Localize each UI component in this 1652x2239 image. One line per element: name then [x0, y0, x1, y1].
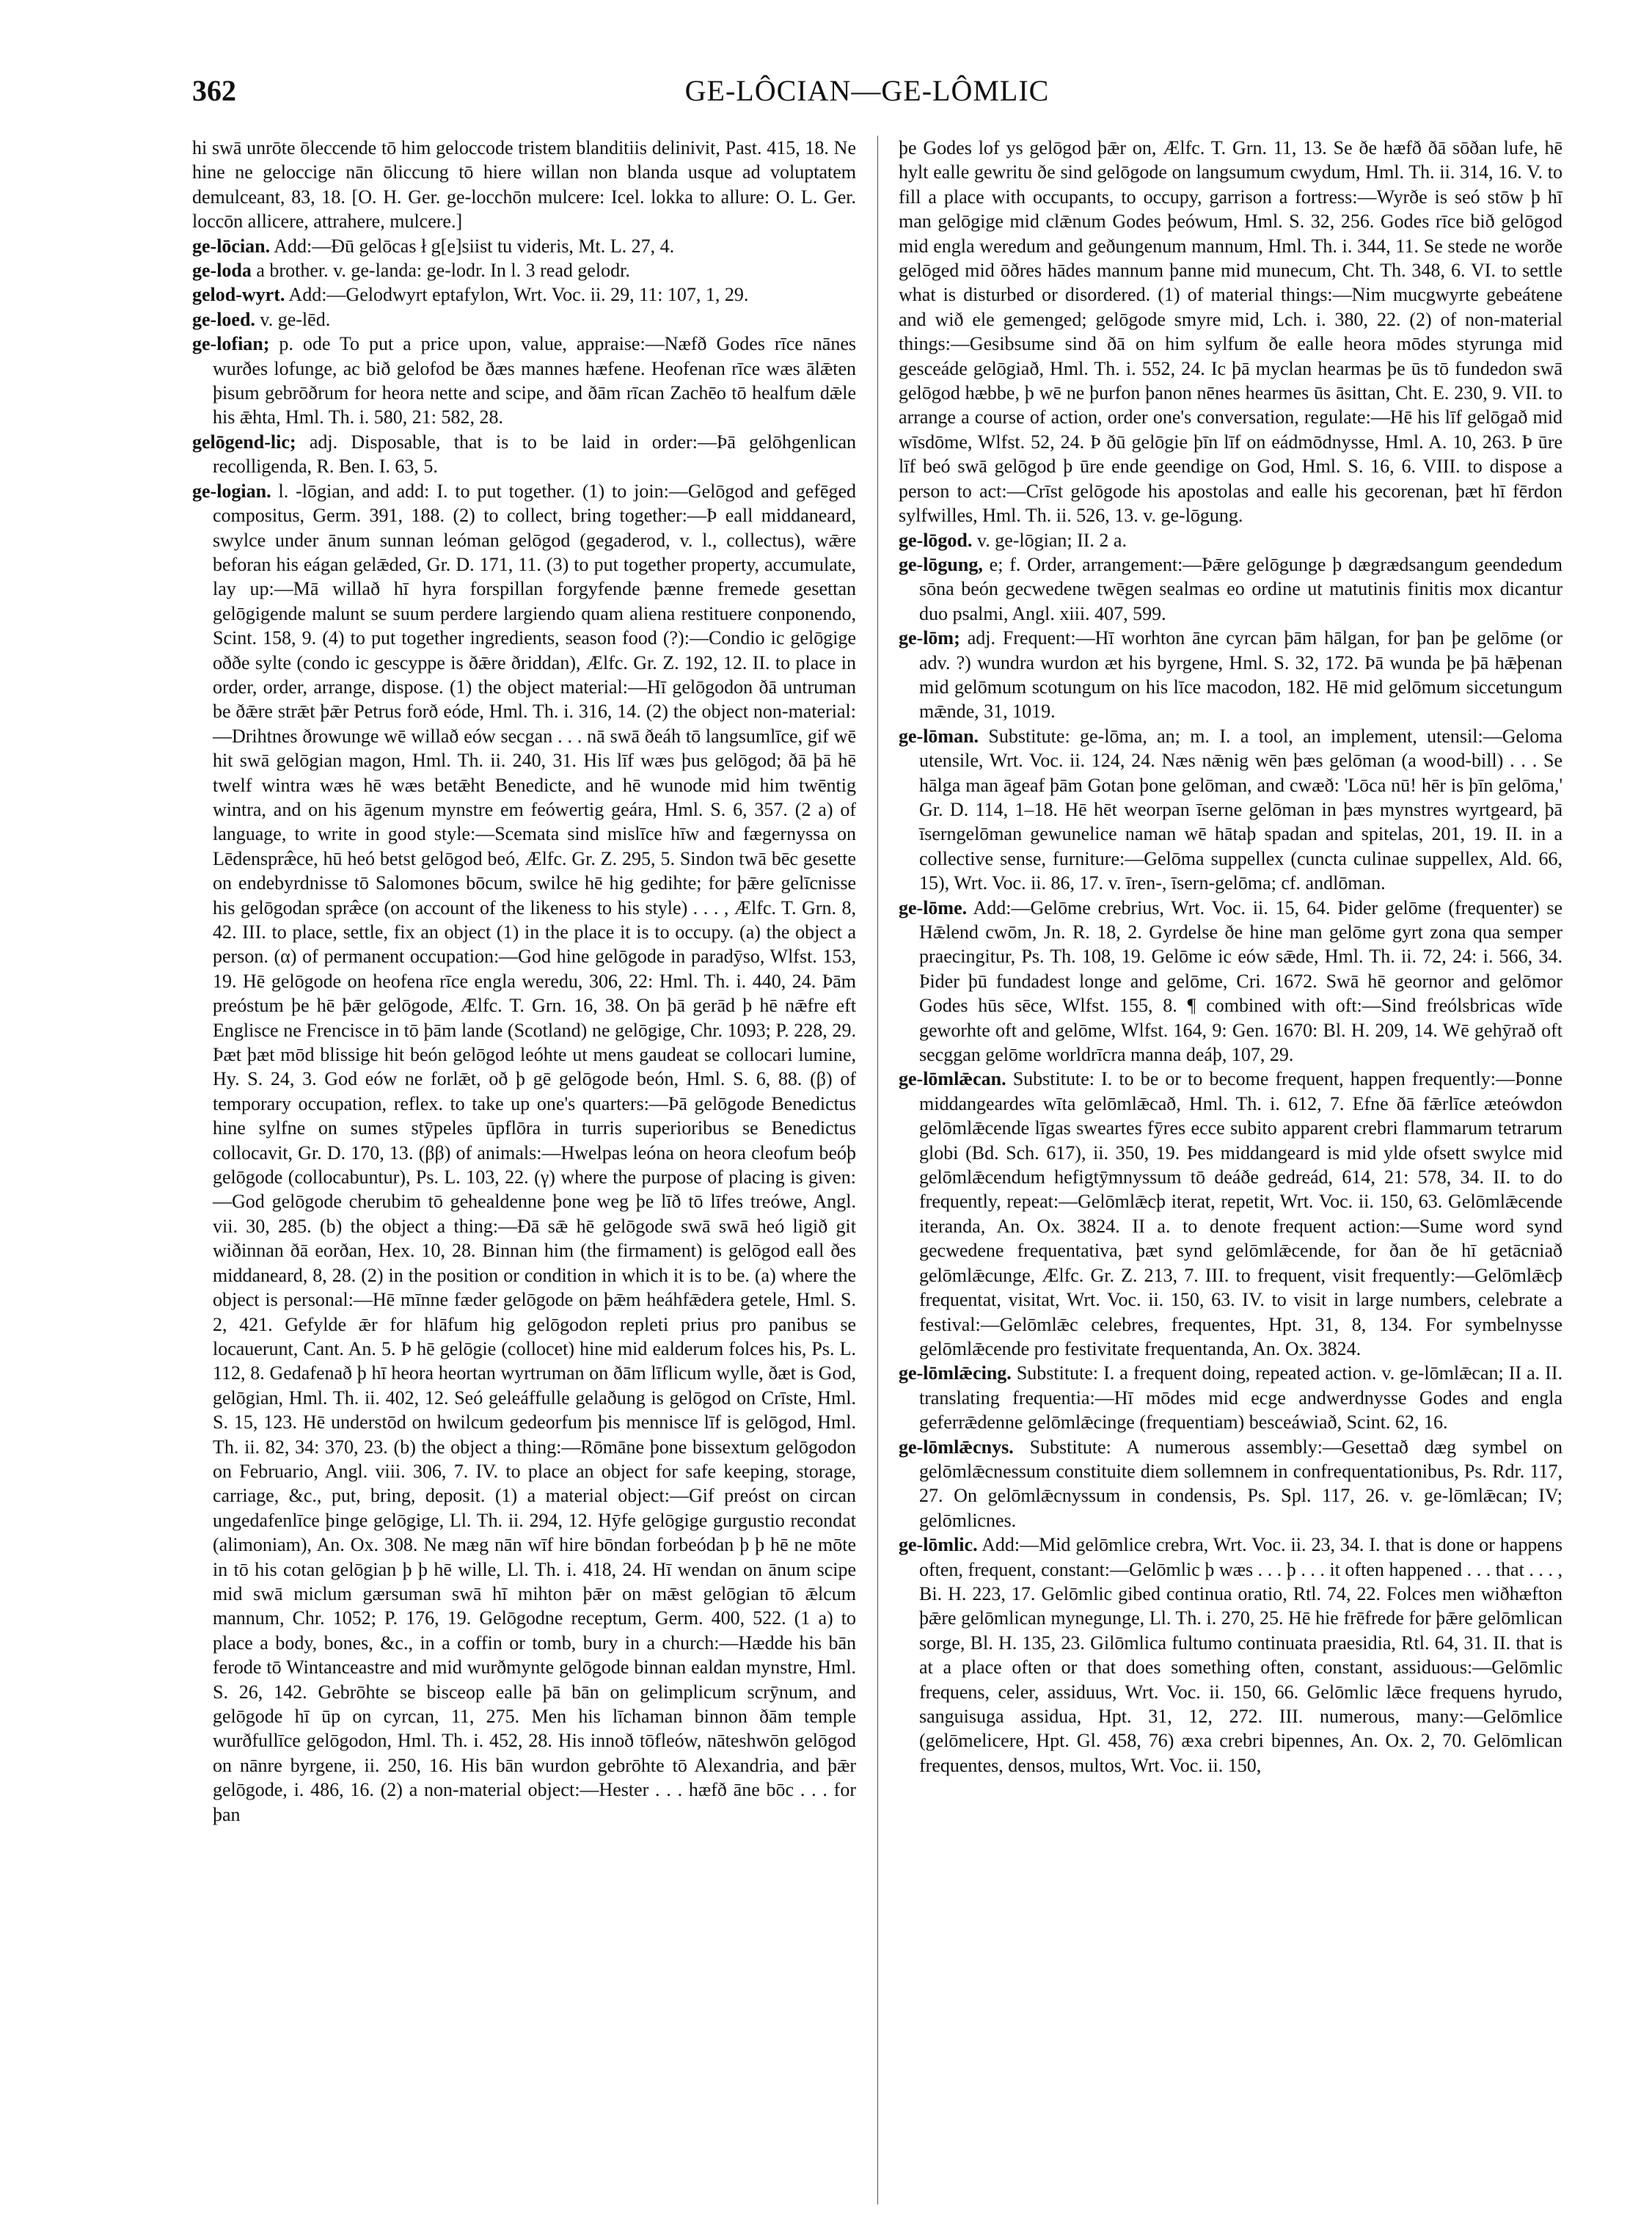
- dictionary-entry: [899, 1533, 1563, 1778]
- page-number: 362: [192, 74, 236, 107]
- entry-text: Substitute: I. to be or to become frequent, happen frequently:—Þonne middangeardes wīta gelōmlǣcað, Hml. Th. i. 612, 7. Efne ðā fǣrlīce æteówdon gelōmlǣcende līgas sweartes fȳres ecce subito apparent crebri flammarum tetrarum globi (Bd. Sch. 617), ii. 350, 19. Þes middangeard is mid ylde ofsett swylce mid gelōmlǣcendum hefigtȳmnyssum tō deáðe gedreád, 614, 21: 578, 34. II. to do frequently, repeat:—Gelōmlǣcþ iterat, repetit, Wrt. Voc. ii. 150, 63. Gelōmlǣcende iteranda, An. Ox. 3824. II a. to denote frequent action:—Sume word synd gecwedene frequentativa, þæt synd gelōmlǣcende, for ðan ðe hī getācniað gelōmlǣcunge, Ælfc. Gr. Z. 213, 7. III. to frequent, visit frequently:—Gelōmlǣcþ frequentat, visitat, Wrt. Voc. ii. 150, 63. IV. to visit in large numbers, celebrate a festival:—Gelōmlǣc celebres, frequentes, Hpt. 31, 8, 134. For symbelnysse gelōmlǣcende pro festivitate frequentanda, An. Ox. 3824.: [919, 1068, 1563, 1359]
- dictionary-entry: [899, 626, 1563, 724]
- column-divider: [877, 136, 878, 2205]
- dictionary-entry: [899, 896, 1563, 1067]
- entry-text: Add:—Ðū gelōcas ł g[e]siist tu videris, Mt. L. 27, 4.: [270, 235, 675, 257]
- headword: ge-lōmlǣcnys.: [899, 1436, 1014, 1458]
- dictionary-entry: [192, 332, 856, 430]
- headword: ge-lōcian.: [192, 235, 271, 257]
- headword: ge-logian.: [192, 480, 271, 502]
- entry-text: l. -lōgian, and add: I. to put together. (1) to join:—Gelōgod and gefēged compositus, Germ. 391, 188. (2) to collect, bring together:—Þ eall middaneard, swylce under ānum sunnan leóman gelōgod (gegaderod, v. l., collectus), wǣre beforan his eágan gelǣded, Gr. D. 171, 11. (3) to put together property, accumulate, lay up:—Mā willað hī hyra forspillan forgyfende þænne fremede gesettan gelōgigende malunt se suum perdere largiendo quam aliena restituere conponendo, Scint. 158, 9. (4) to put together ingredients, season food (?):—Condio ic gelōgige oððe sylte (condo ic gescyppe is ðǣre ðriddan), Ælfc. Gr. Z. 192, 12. II. to place in order, order, arrange, dispose. (1) the object material:—Hī gelōgodon ðā untruman be ðǣre strǣt þǣr Petrus forð eóde, Hml. Th. i. 316, 14. (2) the object non-material:—Drihtnes ðrowunge wē willað eów secgan . . . nā swā ðeáh tō langsumlīce, gif wē hit swā gelōgian magon, Hml. Th. ii. 240, 31. His līf wæs þus gelōgod; ðā þā hē twelf wintra wæs hē wæs betǣht Benedicte, and hē wunode mid him twēntig wintra, and on his āgenum mynstre em feówertig geára, Hml. S. 6, 357. (2 a) of language, to write in good style:—Scemata sind mislīce hīw and fægernyssa on Lēdenspræ̂ce, hū heó betst gelōgod beó, Ælfc. Gr. Z. 295, 5. Sindon twā bēc gesette on endebyrdnisse tō Salomones bōcum, swilce hē hig gedihte; for þǣre gelīcnisse his gelōgodan spræ̂ce (on account of the likeness to his style) . . . , Ælfc. T. Grn. 8, 42. III. to place, settle, fix an object (1) in the place it is to occupy. (a) the object a person. (α) of permanent occupation:—God hine gelōgode in paradȳso, Wlfst. 153, 19. Hē gelōgode on heofena rīce engla weredu, 306, 22: Hml. Th. i. 440, 24. Þām preóstum þe hē þǣr gelōgode, Ælfc. T. Grn. 16, 38. On þā gerād þ hē nǣfre eft Englisce ne Frencisce in tō þām lande (Scotland) ne gelōgige, Chr. 1093; P. 228, 29. Þæt þæt mōd blissige hit beón gelōgod leóhte ut mens gaudeat se collocari lumine, Hy. S. 24, 3. God eów ne forlǣt, oð þ gē gelōgode beón, Hml. S. 6, 88. (β) of temporary occupation, reflex. to take up one's quarters:—Þā gelōgode Benedictus hine sylfne on sumes stȳpeles ūpflōra in turris superioribus se Benedictus collocavit, Gr. D. 170, 13. (ββ) of animals:—Hwelpas leóna on heora cleofum beóþ gelōgode (collocabuntur), Ps. L. 103, 22. (γ) where the purpose of placing is given:—God gelōgode cherubim tō gehealdenne þone weg þe līð tō līfes treówe, Angl. vii. 30, 285. (b) the object a thing:—Ðā sǣ hē gelōgode swā swā heó ligið git wiðinnan ðā eorðan, Hex. 10, 28. Binnan him (the firmament) is gelōgod eall ðes middaneard, 8, 28. (2) in the position or condition in which it is to be. (a) where the object is personal:—Hē mīnne fæder gelōgode on þǣm heáhfǣdera getele, Hml. S. 2, 421. Gefylde ǣr for hlāfum hig gelōgodon repleti prius pro panibus se locauerunt, Cant. An. 5. Þ hē gelōgie (collocet) hine mid ealderum folces his, Ps. L. 112, 8. Gedafenað þ hī heora heortan wyrtruman on ðām līflicum wylle, ðæt is God, gelōgian, Hml. Th. ii. 402, 12. Seó geleáffulle gelaðung is gelōgod on Crīste, Hml. S. 15, 123. Hē understōd on hwilcum gedeorfum þis mennisce līf is gelōgod, Hml. Th. ii. 82, 34: 370, 23. (b) the object a thing:—Rōmāne þone bissextum gelōgodon on Februario, Angl. viii. 306, 7. IV. to place an object for safe keeping, storage, carriage, &c., put, bring, deposit. (1) a material object:—Gif preóst on circan ungedafenlīce þinge gelōgige, Ll. Th. ii. 294, 12. Hȳfe gelōgige gurgustio recondat (alimoniam), An. Ox. 308. Ne mæg nān wīf hire bōndan forbeódan þ þ hē ne mōte in tō his cotan gelōgian þ þ hē wille, Ll. Th. i. 418, 24. Hī wendan on ānum scipe mid swā miclum gærsuman swā hī mihton þǣr on mǣst gelōgian tō ǣlcum mannum, Chr. 1052; P. 176, 19. Gelōgodne receptum, Germ. 400, 522. (1 a) to place a body, bones, &c., in a coffin or tomb, bury in a church:—Hædde his bān ferode tō Wintanceastre and mid wurðmynte gelōgode binnan ealdan mynstre, Hml. S. 26, 142. Gebrōhte se bisceop ealle þā bān on gelimplicum scrȳnum, and gelōgode hī ūp on cyrcan, 11, 275. Men his līchaman binnon ðām temple wurðfullīce gelōgodon, Hml. Th. i. 452, 28. His innoð tōfleów, nāteshwōn gelōgod on nānre byrgene, ii. 250, 16. His bān wurdon gebrōhte tō Alexandria, and þǣr gelōgode, i. 486, 16. (2) a non-material object:—Hester . . . hæfð āne bōc . . . for þan: [213, 480, 856, 1825]
- entry-text: hi swā unrōte ōleccende tō him geloccode tristem blanditiis delinivit, Past. 415, 18. Ne hine ne geloccige nān ōliccung tō hiere willan non blanda usque ad voluptatem demulceant, 83, 18. [O. H. Ger. ge-locchōn mulcere: Icel. lokka to allure: O. L. Ger. loccōn allicere, attrahere, mulcere.]: [192, 137, 856, 233]
- entry-text: p. ode To put a price upon, value, appraise:—Næfð Godes rīce nānes wurðes lofunge, ac bið gelofod be ðæs mannes hæfene. Heofenan rīce wæs ālǣten þisum gebrōðrum for heora nette and scipe, and ðām rīcan Zachēo tō healfum dǣle his ǣhta, Hml. Th. i. 580, 21: 582, 28.: [213, 333, 856, 428]
- entry-text: a brother. v. ge-landa: ge-lodr. In l. 3 read gelodr.: [251, 260, 630, 282]
- entry-text: Substitute: I. a frequent doing, repeated action. v. ge-lōmlǣcan; II a. II. translating frequentia:—Hī mōdes mid ecge andwerdnysse Godes and engla geferrǣdenne gelōmlǣcinge (frequentiam) besceáwiað, Scint. 62, 16.: [919, 1362, 1563, 1433]
- entry-text: Substitute: ge-lōma, an; m. I. a tool, an implement, utensil:—Geloma utensile, Wrt. Voc. ii. 124, 24. Næs nǣnig wēn þæs gelōman (a wood-bill) . . . Se hālga man āgeaf þām Gotan þone gelōman, and cwæð: 'Lōca nū! hēr is þīn gelōma,' Gr. D. 114, 1–18. Hē hēt weorpan īserne gelōman in þæs mynstres wyrtgeard, þā īserngelōman gewunelice naman wē hātaþ spadan and spitelas, 201, 19. II. in a collective sense, furniture:—Gelōma suppellex (cuncta culinae suppellex, Ald. 66, 15), Wrt. Voc. ii. 86, 17. v. īren-, īsern-gelōma; cf. andlōman.: [919, 725, 1563, 894]
- headword: ge-loed.: [192, 308, 255, 330]
- dictionary-entry: [899, 724, 1563, 896]
- entry-continuation: [899, 136, 1563, 528]
- headword: gelod-wyrt.: [192, 284, 285, 306]
- entry-text: adj. Disposable, that is to be laid in order:—Þā gelōhgenlican recolligenda, R. Ben. I. 63, 5.: [213, 431, 856, 478]
- dictionary-entry: [899, 1361, 1563, 1434]
- headword: ge-lōgod.: [899, 529, 973, 551]
- entry-text: Add:—Gelodwyrt eptafylon, Wrt. Voc. ii. 29, 11: 107, 1, 29.: [285, 284, 749, 306]
- headword: ge-lōmlǣcan.: [899, 1068, 1006, 1090]
- dictionary-entry: [192, 430, 856, 479]
- dictionary-entry: [899, 1435, 1563, 1533]
- left-column: [192, 136, 856, 2205]
- right-column: [899, 136, 1563, 2205]
- headword: ge-lofian;: [192, 333, 270, 355]
- entry-text: Add:—Mid gelōmlice crebra, Wrt. Voc. ii. 23, 34. I. that is done or happens often, frequent, constant:—Gelōmlic þ wæs . . . þ . . . it often happened . . . that . . . , Bi. H. 223, 17. Gelōmlic gibed continua oratio, Rtl. 74, 22. Folces men wiðhæfton þǣre gelōmlican mynegunge, Ll. Th. i. 270, 25. Hē hie frēfrede for þǣre gelōmlican sorge, Bl. H. 135, 23. Gilōmlica fultumo continuata praesidia, Rtl. 64, 31. II. that is at a place often or that does something often, constant, assiduous:—Gelōmlic frequens, celer, assiduus, Wrt. Voc. ii. 150, 66. Gelōmlic lǣce frequens hyrudo, sanguisuga assidua, Hpt. 31, 12, 272. III. numerous, many:—Gelōmlice (gelōmelicere, Hpt. Gl. 458, 76) æxa crebri bipennes, An. Ox. 2, 70. Gelōmlican frequentes, densos, multos, Wrt. Voc. ii. 150,: [919, 1534, 1563, 1776]
- dictionary-entry: [192, 258, 856, 282]
- entry-text: Add:—Gelōme crebrius, Wrt. Voc. ii. 15, 64. Þider gelōme (frequenter) se Hǣlend cwōm, Jn. R. 18, 2. Gyrdelse ðe hine man gelōme gyrt zona qua semper praecingitur, Ps. Th. 108, 19. Gelōme ic eów sǣde, Hml. Th. ii. 72, 24: i. 566, 34. Þider þū fundadest longe and gelōme, Cri. 1672. Swā hē geornor and gelōmor Godes hūs sēce, Wlfst. 155, 8. ¶ combined with oft:—Sind freólsbricas wīde geworhte oft and gelōme, Wlfst. 164, 9: Gen. 1670: Bl. H. 209, 14. Wē gehȳrað oft secggan gelōme worldrīcra manna deáþ, 107, 29.: [919, 896, 1563, 1066]
- running-head: GE-LÔCIAN—GE-LÔMLIC: [684, 74, 1050, 107]
- dictionary-entry: [899, 552, 1563, 626]
- page-header: [192, 73, 1542, 117]
- entry-text: v. ge-lēd.: [255, 308, 331, 330]
- headword: ge-lōmlǣcing.: [899, 1362, 1012, 1384]
- dictionary-entry: [192, 479, 856, 1827]
- headword: ge-lōgung,: [899, 553, 983, 575]
- dictionary-entry: [192, 282, 856, 307]
- dictionary-entry: [192, 307, 856, 332]
- entry-continuation: [192, 136, 856, 234]
- headword: ge-lōme.: [899, 896, 968, 918]
- dictionary-entry: [899, 1067, 1563, 1361]
- headword: ge-lōm;: [899, 627, 960, 649]
- dictionary-entry: [192, 234, 856, 258]
- dictionary-entry: [899, 528, 1563, 552]
- headword: gelōgend-lic;: [192, 431, 296, 453]
- headword: ge-lōman.: [899, 725, 979, 747]
- entry-text: þe Godes lof ys gelōgod þǣr on, Ælfc. T. Grn. 11, 13. Se ðe hæfð ðā sōðan lufe, hē hylt ealle gewritu ðe sind gelōgode on langsumum cwydum, Hml. Th. ii. 314, 16. V. to fill a place with occupants, to occupy, garrison a fortress:—Wyrðe is seó stōw þ hī man gelōgige mid clǣnum Godes þeówum, Hml. S. 32, 256. Godes rīce bið gelōgod mid engla weredum and geðungenum mannum, Hml. Th. i. 344, 11. Se stede ne worðe gelōged mid ōðres hādes mannum þanne mid munecum, Cht. Th. 348, 6. VI. to settle what is disturbed or disordered. (1) of material things:—Nim mucgwyrte gebeátene and wið ele gemenged; gelōgode smyre mid, Lch. i. 380, 22. (2) of non-material things:—Gesibsume sind ðā on him sylfum ðe ealle heora mōdes styrunga mid gesceáde gelōgiað, Hml. Th. i. 552, 24. Ic þā myclan hearmas þe ūs tō fundedon swā gelōgod hæbbe, þ wē ne þurfon þanon nēnes hearmes ūs āsittan, Cht. E. 230, 9. VII. to arrange a course of action, order one's conversation, regulate:—Hē his līf gelōgað mid wīsdōme, Wlfst. 52, 24. Þ ðū gelōgie þīn līf on eádmōdnysse, Hml. A. 10, 263. Þ ūre līf beó swā gelōgod þ ūre ende geendige on God, Hml. S. 16, 6. VIII. to dispose a person to act:—Crīst gelōgode his apostolas and ealle his gecorenan, þæt hī fērdon sylfwilles, Hml. Th. ii. 526, 13. v. ge-lōgung.: [899, 137, 1563, 527]
- entry-text: adj. Frequent:—Hī worhton āne cyrcan þām hālgan, for þan þe gelōme (or adv. ?) wundra wurdon æt his byrgene, Hml. S. 32, 172. Þā wunda þe þā hǣþenan mid gelōmum scotungum on his līce macodon, 182. Hē mid gelōmum siccetungum mǣnde, 31, 1019.: [919, 627, 1563, 723]
- headword: ge-loda: [192, 260, 252, 282]
- entry-text: v. ge-lōgian; II. 2 a.: [972, 529, 1127, 551]
- entry-text: e; f. Order, arrangement:—Þǣre gelōgunge þ dægrædsangum geendedum sōna beón gecwedene twēgen sealmas eo ordine ut matutinis finitis mox dicantur duo psalmi, Angl. xiii. 407, 599.: [919, 553, 1563, 624]
- entry-text: Substitute: A numerous assembly:—Gesettað dæg symbel on gelōmlǣcnessum constituite diem sollemnem in confrequentationibus, Ps. Rdr. 117, 27. On gelōmlǣcnyssum in condensis, Ps. Spl. 117, 26. v. ge-lōmlǣcan; IV; gelōmlicnes.: [919, 1436, 1563, 1531]
- headword: ge-lōmlic.: [899, 1534, 978, 1556]
